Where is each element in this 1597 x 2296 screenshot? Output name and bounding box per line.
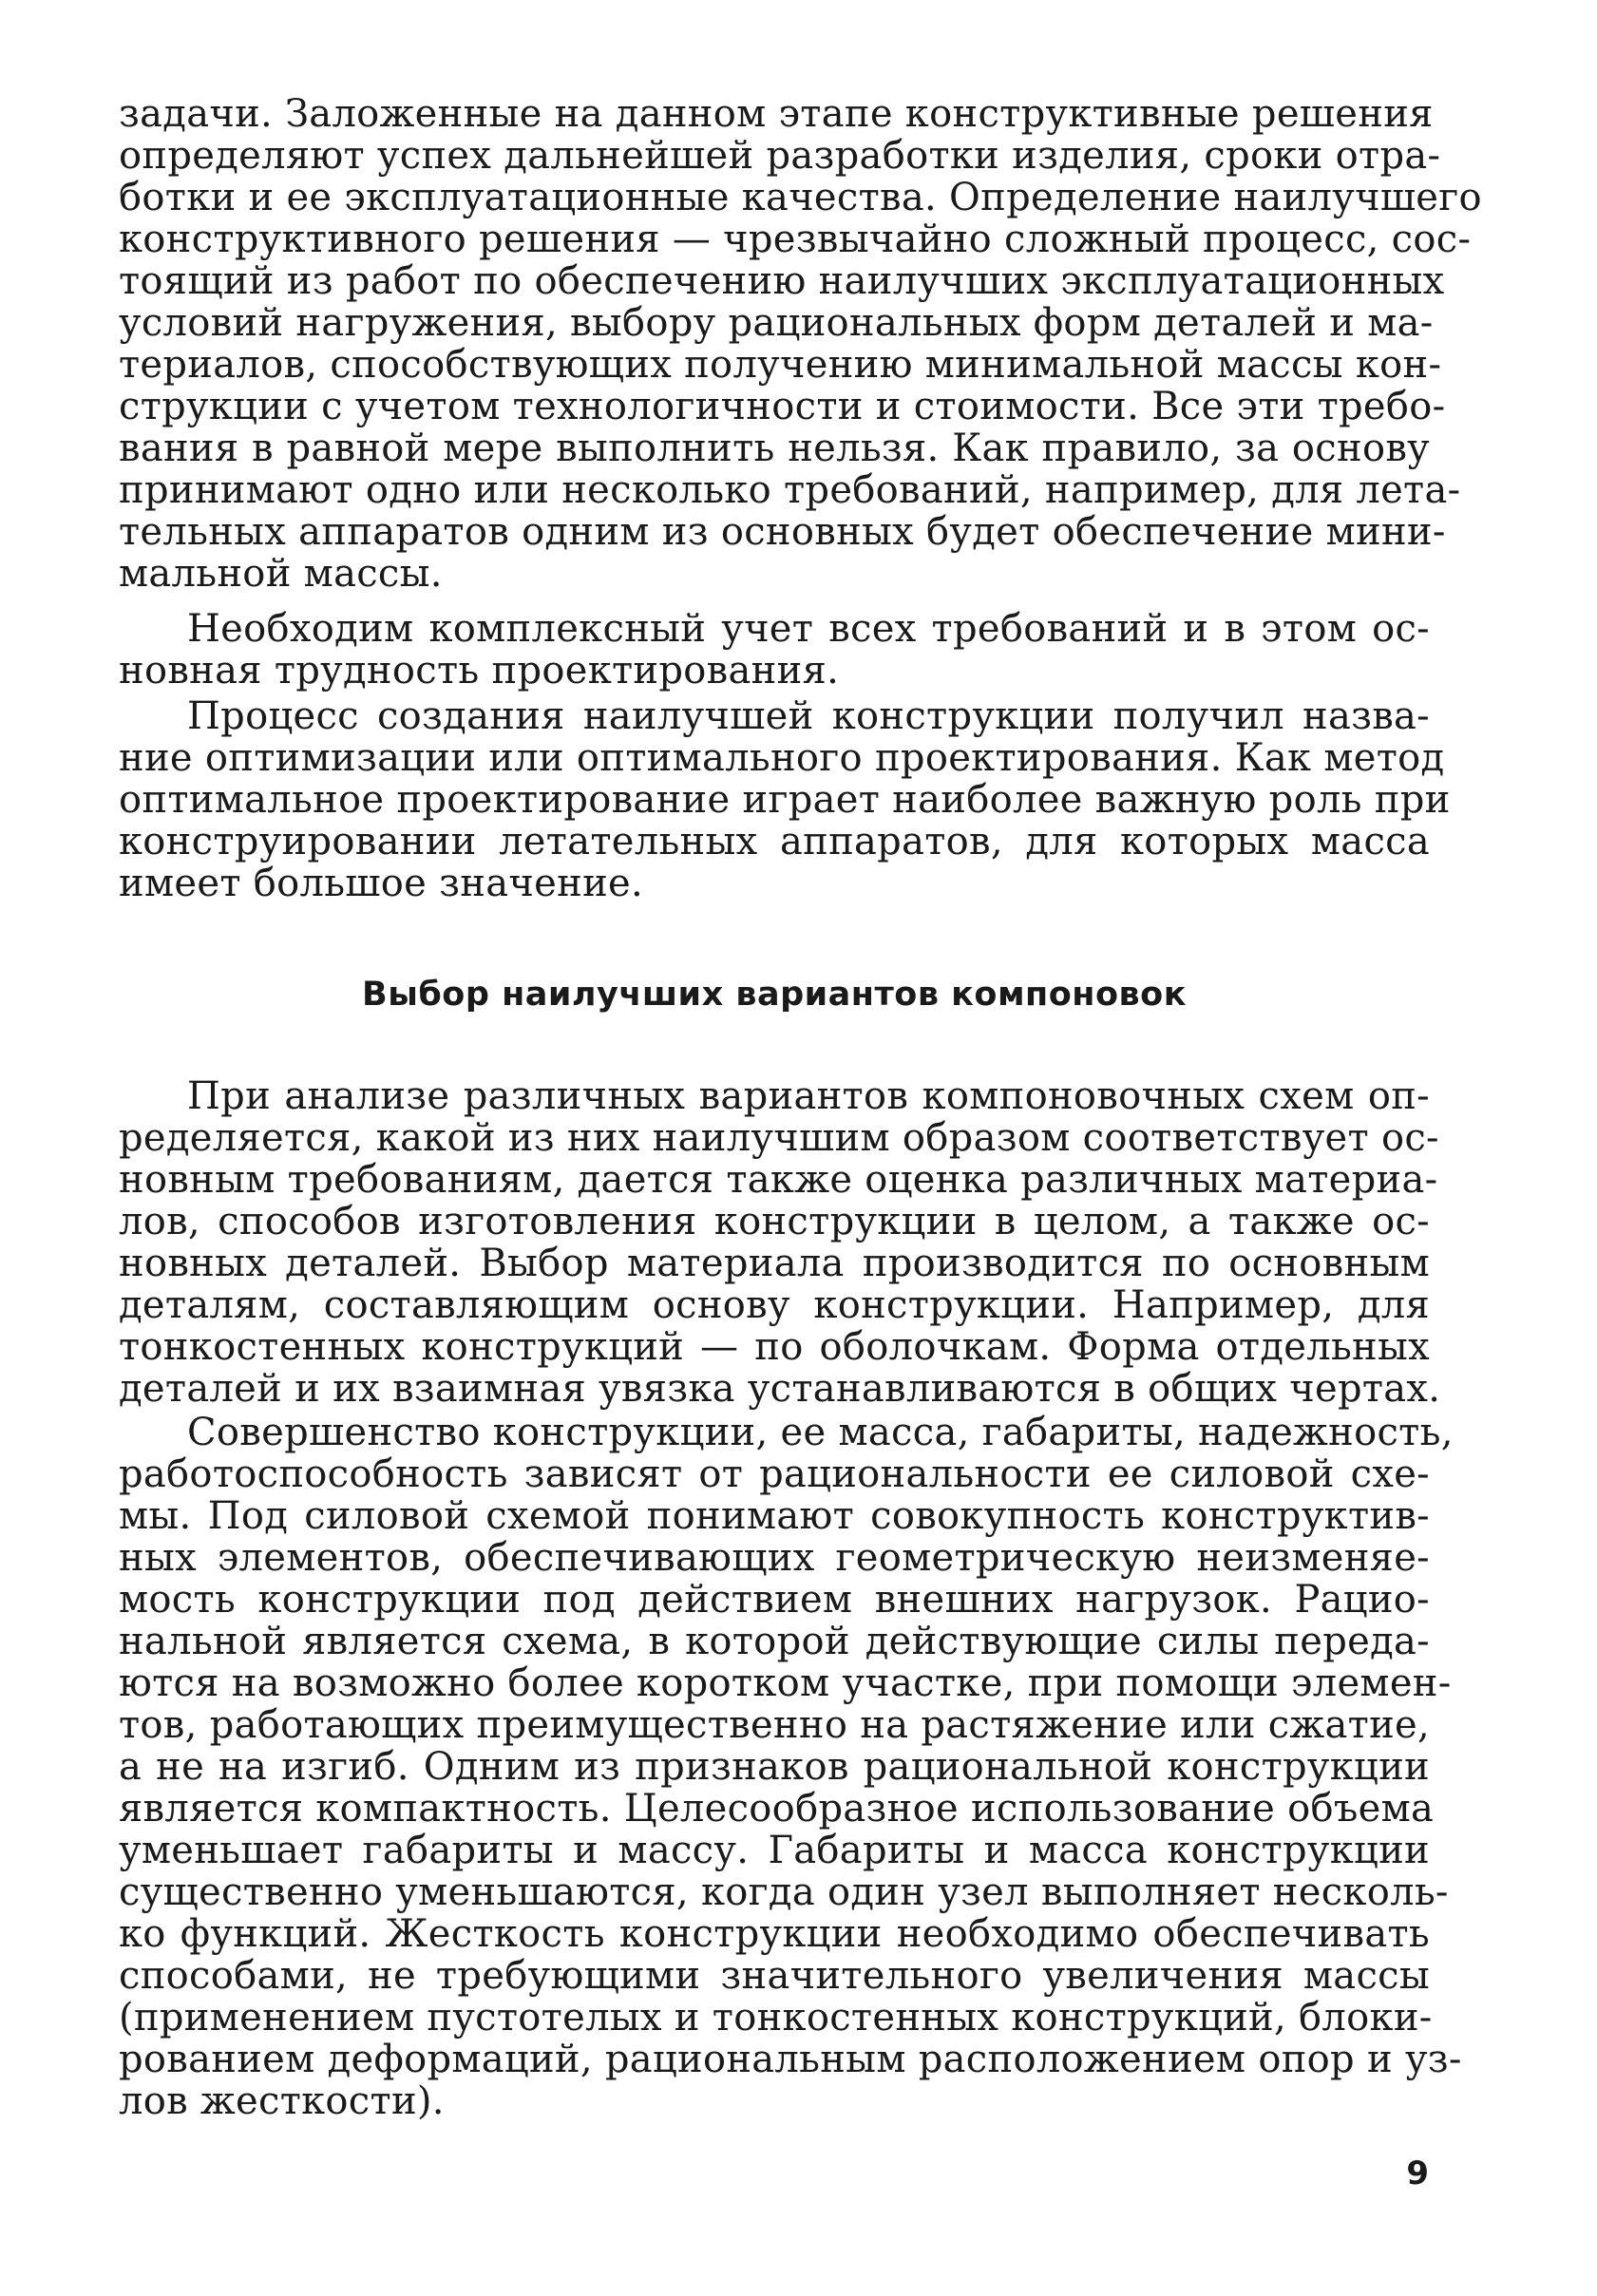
text-line: оптимальное проектирование играет наиболее важную роль при (119, 778, 1451, 822)
text-line: условий нагружения, выбору рациональных форм деталей и ма- (119, 301, 1434, 345)
text-line: нальной является схема, в которой действующие силы переда- (119, 1620, 1430, 1663)
text-line: имеет большое значение. (119, 862, 644, 905)
paragraph-4 (119, 1074, 1441, 1411)
text-line: Процесс создания наилучшей конструкции получил назва- (187, 694, 1430, 738)
text-line: тоящий из работ по обеспечению наилучших эксплуатационных (119, 259, 1445, 303)
text-line: новных деталей. Выбор материала производится по основным (119, 1242, 1430, 1285)
text-line: деталям, составляющим основу конструкции. Например, для (119, 1283, 1430, 1327)
section-heading: Выбор наилучших вариантов компоновок (362, 976, 1187, 1014)
text-line: териалов, способствующих получению минимальной массы кон- (119, 343, 1442, 387)
text-line: конструировании летательных аппаратов, для которых масса (119, 820, 1430, 863)
text-line: тов, работающих преимущественно на растяжение или сжатие, (119, 1703, 1431, 1747)
text-line: деталей и их взаимная увязка устанавливаются в общих чертах. (119, 1367, 1441, 1411)
text-line: мы. Под силовой схемой понимают совокупность конструктив- (119, 1494, 1430, 1538)
text-line: лов жесткости). (119, 2079, 445, 2123)
text-line: мость конструкции под действием внешних нагрузок. Рацио- (119, 1578, 1430, 1622)
text-line: тонкостенных конструкций — по оболочкам. Форма отдельных (119, 1325, 1430, 1369)
text-line: мальной массы. (119, 552, 443, 596)
paragraph-1 (119, 92, 1482, 596)
text-line: ние оптимизации или оптимального проектирования. Как метод (119, 736, 1445, 780)
text-line: ных элементов, обеспечивающих геометрическую неизменяе- (119, 1536, 1430, 1580)
text-line: струкции с учетом технологичности и стоимости. Все эти требо- (119, 385, 1446, 428)
text-line: определяют успех дальнейшей разработки изделия, сроки отра- (119, 134, 1441, 178)
text-line: лов, способов изготовления конструкции в целом, а также ос- (119, 1200, 1430, 1243)
text-line: работоспособность зависят от рациональности ее силовой схе- (119, 1452, 1430, 1496)
page-number: 9 (1406, 2154, 1429, 2192)
text-line: При анализе различных вариантов компоновочных схем оп- (187, 1074, 1430, 1118)
paragraph-5 (119, 1411, 1462, 2123)
text-line: новная трудность проектирования. (119, 649, 840, 693)
text-line: (применением пустотелых и тонкостенных конструкций, блоки- (119, 1996, 1433, 2040)
text-line: рованием деформаций, рациональным расположением опор и уз- (119, 2038, 1462, 2081)
text-line: принимают одно или несколько требований, например, для лета- (119, 468, 1461, 512)
text-line: способами, не требующими значительного увеличения массы (119, 1954, 1430, 1998)
text-line: конструктивного решения — чрезвычайно сложный процесс, сос- (119, 218, 1472, 261)
text-line: задачи. Заложенные на данном этапе конструктивные решения (119, 92, 1434, 136)
text-line: уменьшает габариты и массу. Габариты и масса конструкции (119, 1829, 1430, 1872)
text-line: ко функций. Жесткость конструкции необходимо обеспечивать (119, 1912, 1430, 1956)
text-line: ределяется, какой из них наилучшим образом соответствует ос- (119, 1116, 1439, 1160)
text-line: Совершенство конструкции, ее масса, габариты, надежность, (187, 1411, 1454, 1454)
text-line: ются на возможно более коротком участке, при помощи элемен- (119, 1661, 1452, 1705)
paragraph-2 (119, 608, 1430, 692)
text-line: ботки и ее эксплуатационные качества. Определение наилучшего (119, 176, 1482, 219)
text-line: является компактность. Целесообразное использование объема (119, 1787, 1435, 1831)
text-line: Необходим комплексный учет всех требований и в этом ос- (187, 607, 1430, 651)
text-line: тельных аппаратов одним из основных будет обеспечение мини- (119, 510, 1446, 554)
text-line: новным требованиям, дается также оценка различных материа- (119, 1158, 1438, 1202)
paragraph-3 (119, 694, 1451, 905)
text-line: а не на изгиб. Одним из признаков рациональной конструкции (119, 1745, 1430, 1789)
text-line: существенно уменьшаются, когда один узел выполняет несколь- (119, 1870, 1449, 1914)
text-line: вания в равной мере выполнить нельзя. Как правило, за основу (119, 427, 1430, 470)
